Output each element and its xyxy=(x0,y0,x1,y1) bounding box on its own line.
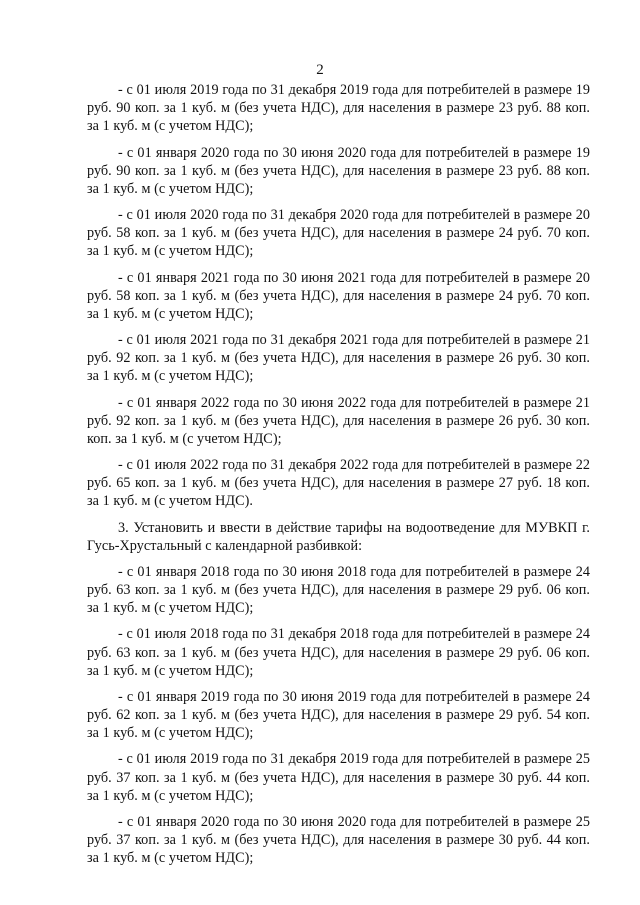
document-body xyxy=(87,81,590,875)
tariff-paragraph: - с 01 января 2018 года по 30 июня 2018 года для потребителей в размере 24 руб. 63 коп. за 1 куб. м (без учета НДС), для населения в размере 29 руб. 06 коп. за 1 куб. м (с учетом НДС); xyxy=(87,563,590,617)
tariff-paragraph: - с 01 июля 2022 года по 31 декабря 2022 года для потребителей в размере 22 руб. 65 коп. за 1 куб. м (без учета НДС), для населения в размере 27 руб. 18 коп. за 1 куб. м (с учетом НДС). xyxy=(87,457,590,510)
tariff-paragraph: - с 01 января 2022 года по 30 июня 2022 года для потребителей в размере 21 руб. 92 коп. за 1 куб. м (без учета НДС), для населения в размере 26 руб. 30 коп. коп. за 1 куб. м (с учетом НДС); xyxy=(87,394,590,447)
tariff-paragraph: - с 01 июля 2021 года по 31 декабря 2021 года для потребителей в размере 21 руб. 92 коп. за 1 куб. м (без учета НДС), для населения в размере 26 руб. 30 коп. за 1 куб. м (с учетом НДС); xyxy=(87,332,590,385)
tariff-paragraph: - с 01 января 2019 года по 30 июня 2019 года для потребителей в размере 24 руб. 62 коп. за 1 куб. м (без учета НДС), для населения в размере 29 руб. 54 коп. за 1 куб. м (с учетом НДС); xyxy=(87,688,590,742)
tariff-paragraph: - с 01 января 2020 года по 30 июня 2020 года для потребителей в размере 19 руб. 90 коп. за 1 куб. м (без учета НДС), для населения в размере 23 руб. 88 коп. за 1 куб. м (с учетом НДС); xyxy=(87,144,590,197)
tariff-paragraph: - с 01 июля 2020 года по 31 декабря 2020 года для потребителей в размере 20 руб. 58 коп. за 1 куб. м (без учета НДС), для населения в размере 24 руб. 70 коп. за 1 куб. м (с учетом НДС); xyxy=(87,207,590,260)
tariff-paragraph: - с 01 января 2020 года по 30 июня 2020 года для потребителей в размере 25 руб. 37 коп. за 1 куб. м (без учета НДС), для населения в размере 30 руб. 44 коп. за 1 куб. м (с учетом НДС); xyxy=(87,813,590,867)
page-number: 2 xyxy=(316,62,324,78)
tariff-paragraph: - с 01 июля 2019 года по 31 декабря 2019 года для потребителей в размере 19 руб. 90 коп. за 1 куб. м (без учета НДС), для населения в размере 23 руб. 88 коп. за 1 куб. м (с учетом НДС); xyxy=(87,82,590,135)
tariff-paragraph: - с 01 июля 2019 года по 31 декабря 2019 года для потребителей в размере 25 руб. 37 коп. за 1 куб. м (без учета НДС), для населения в размере 30 руб. 44 коп. за 1 куб. м (с учетом НДС); xyxy=(87,751,590,804)
tariff-paragraph: - с 01 января 2021 года по 30 июня 2021 года для потребителей в размере 20 руб. 58 коп. за 1 куб. м (без учета НДС), для населения в размере 24 руб. 70 коп. за 1 куб. м (с учетом НДС); xyxy=(87,269,590,322)
section-heading-paragraph: 3. Установить и ввести в действие тарифы на водоотведение для МУВКП г. Гусь-Хрустальный с календарной разбивкой: xyxy=(87,519,590,554)
tariff-paragraph: - с 01 июля 2018 года по 31 декабря 2018 года для потребителей в размере 24 руб. 63 коп. за 1 куб. м (без учета НДС), для населения в размере 29 руб. 06 коп. за 1 куб. м (с учетом НДС); xyxy=(87,626,590,679)
